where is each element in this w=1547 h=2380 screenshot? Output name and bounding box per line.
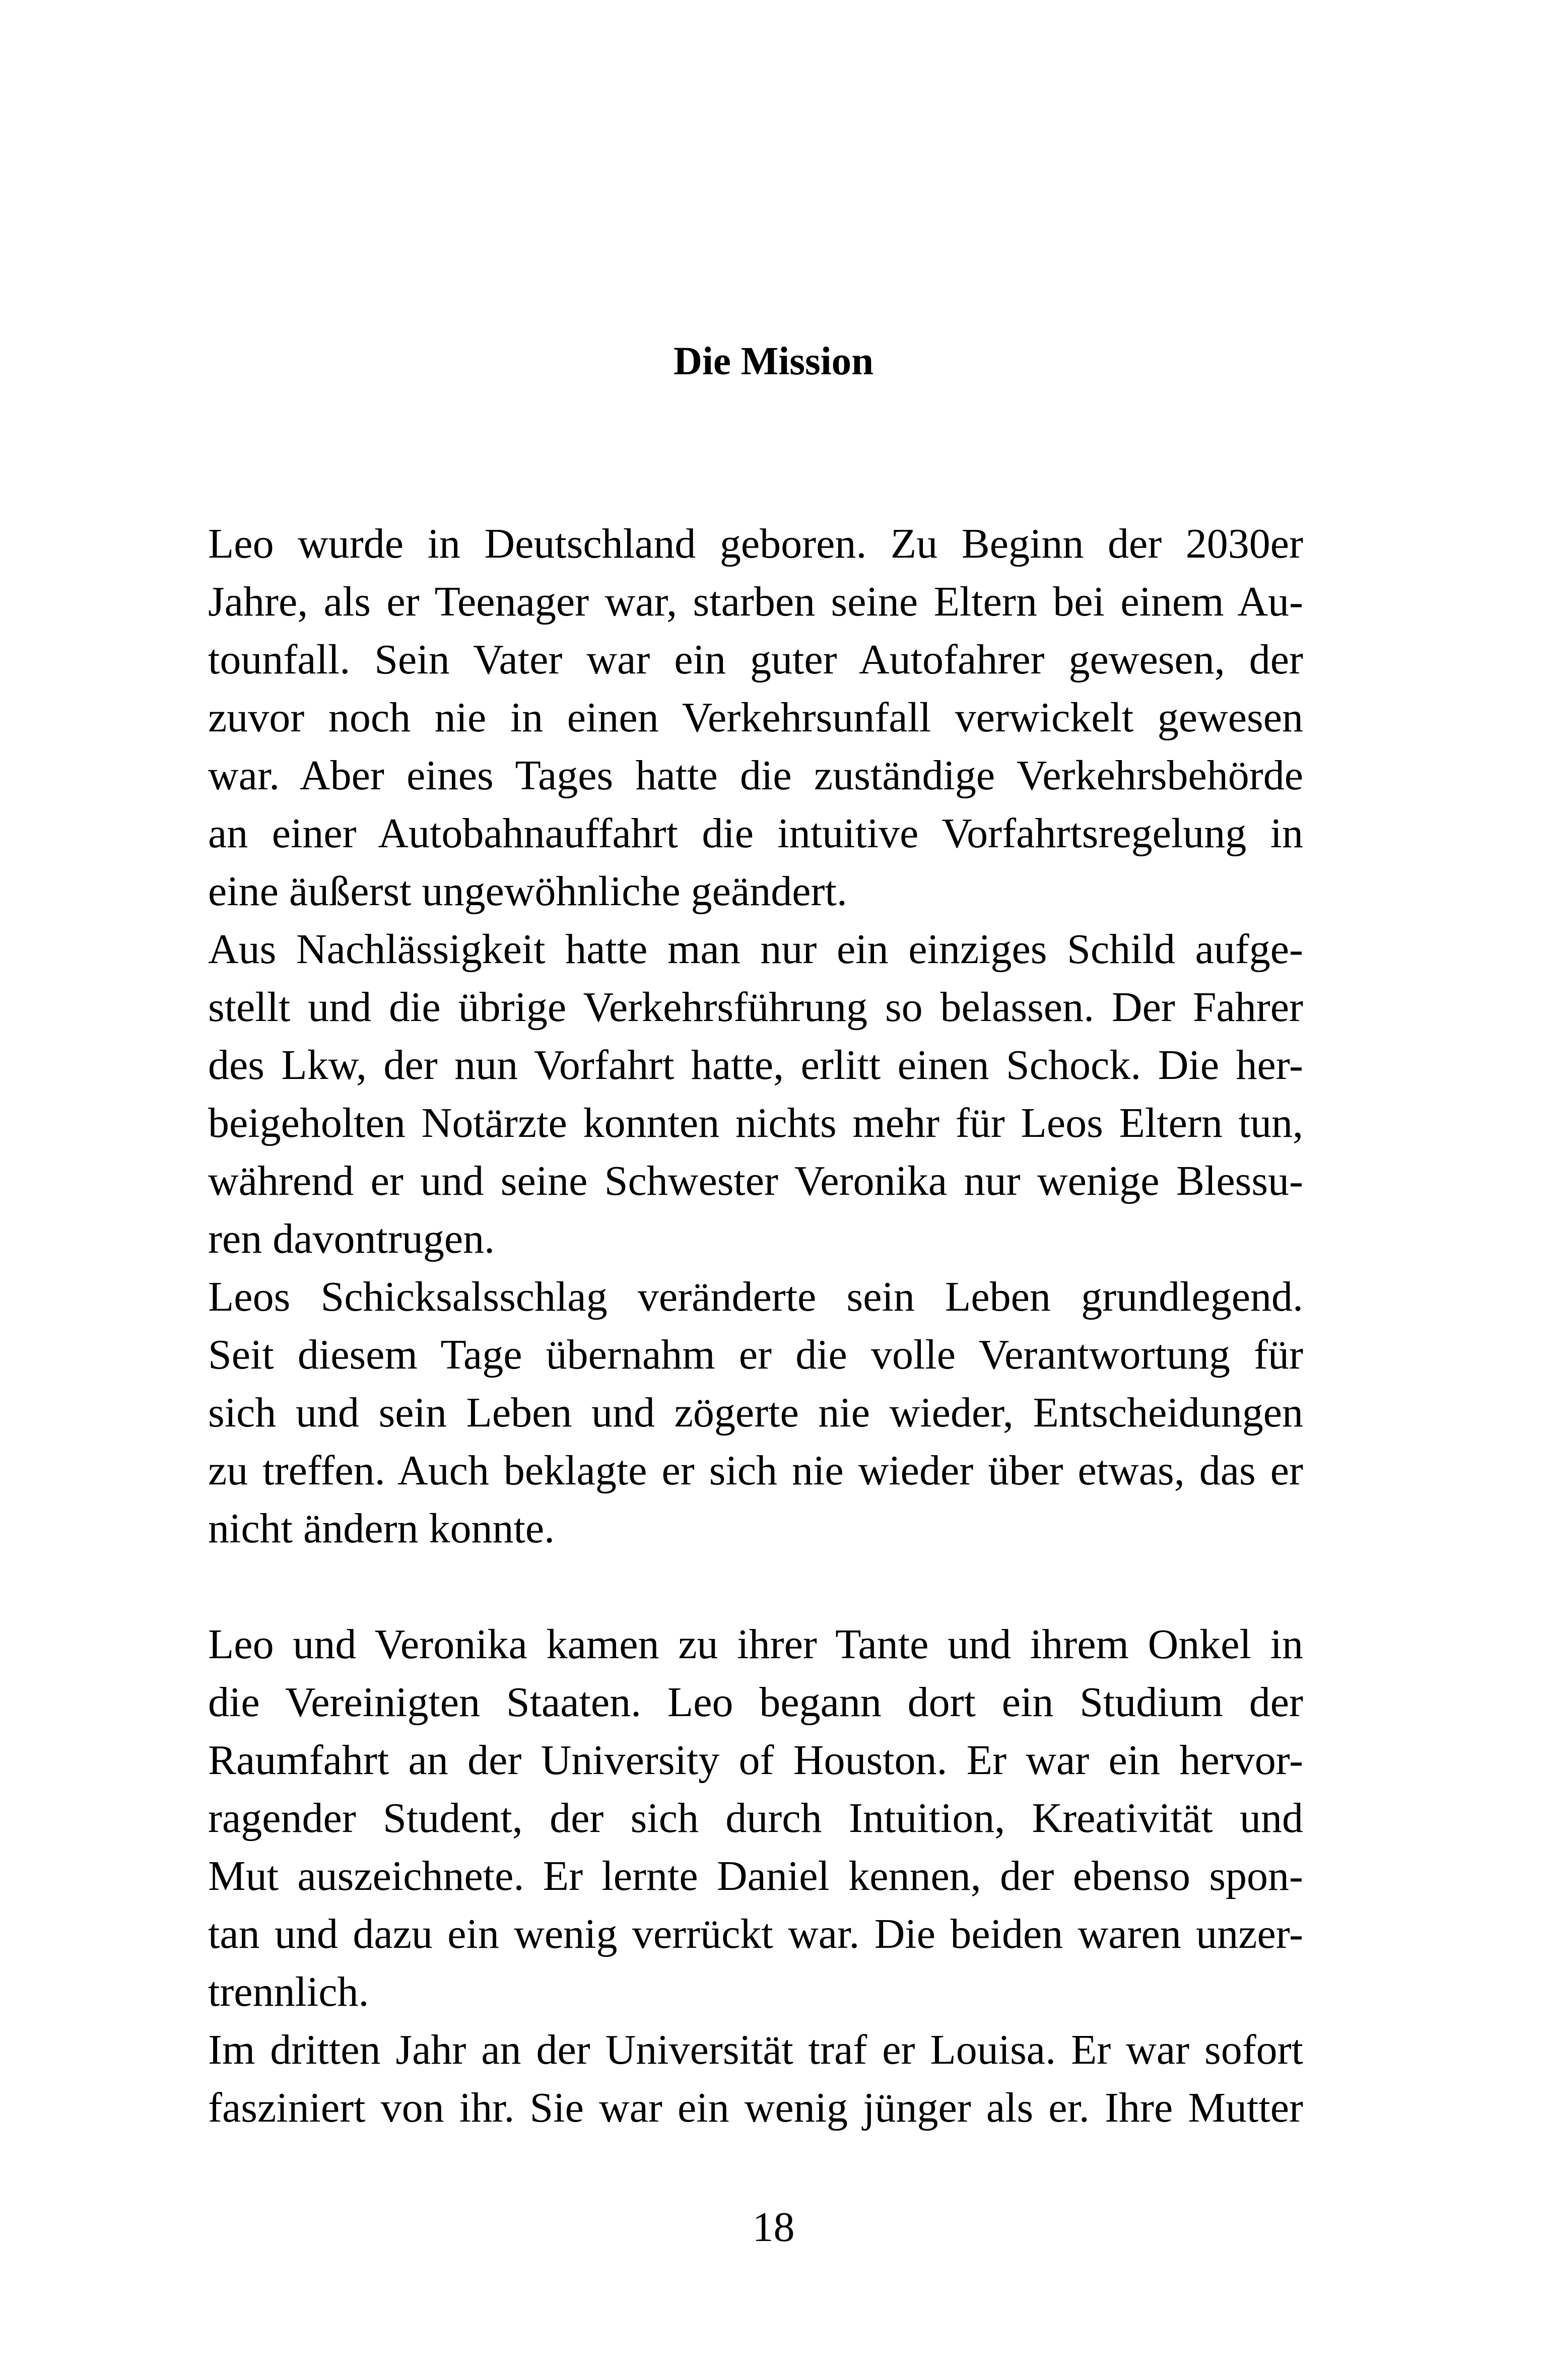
text-line: tan und dazu ein wenig verrückt war. Die beiden waren unzer- bbox=[208, 1911, 1303, 1957]
text-line: Jahre, als er Teenager war, starben seine Eltern bei einem Au- bbox=[208, 578, 1303, 625]
text-line: zuvor noch nie in einen Verkehrsunfall verwickelt gewesen bbox=[208, 694, 1303, 741]
text-line: Im dritten Jahr an der Universität traf er Louisa. Er war sofort bbox=[208, 2026, 1303, 2073]
text-line: sich und sein Leben und zögerte nie wieder, Entscheidungen bbox=[208, 1389, 1303, 1436]
text-line: tounfall. Sein Vater war ein guter Autofahrer gewesen, der bbox=[208, 636, 1303, 683]
text-line: Aus Nachlässigkeit hatte man nur ein einziges Schild aufge- bbox=[208, 926, 1303, 973]
text-line: Leo und Veronika kamen zu ihrer Tante und ihrem Onkel in bbox=[208, 1621, 1303, 1668]
text-line: stellt und die übrige Verkehrsführung so belassen. Der Fahrer bbox=[208, 984, 1303, 1031]
text-line: fasziniert von ihr. Sie war ein wenig jünger als er. Ihre Mutter bbox=[208, 2084, 1303, 2131]
text-line: eine äußerst ungewöhnliche geändert. bbox=[208, 868, 847, 915]
chapter-title: Die Mission bbox=[673, 339, 874, 383]
text-line: Leo wurde in Deutschland geboren. Zu Beginn der 2030er bbox=[208, 520, 1303, 567]
text-line: die Vereinigten Staaten. Leo begann dort ein Studium der bbox=[208, 1679, 1303, 1726]
text-line: während er und seine Schwester Veronika nur wenige Blessu- bbox=[208, 1158, 1303, 1204]
text-line: des Lkw, der nun Vorfahrt hatte, erlitt einen Schock. Die her- bbox=[208, 1042, 1303, 1089]
text-line: beigeholten Notärzte konnten nichts mehr für Leos Eltern tun, bbox=[208, 1100, 1303, 1146]
text-line: Raumfahrt an der University of Houston. Er war ein hervor- bbox=[208, 1737, 1303, 1784]
text-line: Mut auszeichnete. Er lernte Daniel kennen, der ebenso spon- bbox=[208, 1853, 1303, 1899]
text-line: ren davontrugen. bbox=[208, 1215, 495, 1262]
text-line: trennlich. bbox=[208, 1968, 369, 2015]
text-line: ragender Student, der sich durch Intuition, Kreativität und bbox=[208, 1795, 1303, 1842]
text-line: Seit diesem Tage übernahm er die volle Verantwortung für bbox=[208, 1331, 1303, 1378]
text-line: nicht ändern konnte. bbox=[208, 1505, 555, 1552]
text-line: war. Aber eines Tages hatte die zuständige Verkehrsbehörde bbox=[208, 752, 1303, 799]
text-line: Leos Schicksalsschlag veränderte sein Leben grundlegend. bbox=[208, 1273, 1303, 1320]
text-line: zu treffen. Auch beklagte er sich nie wieder über etwas, das er bbox=[208, 1447, 1303, 1494]
page-number: 18 bbox=[752, 2204, 795, 2251]
text-line: an einer Autobahnauffahrt die intuitive Vorfahrtsregelung in bbox=[208, 810, 1303, 857]
